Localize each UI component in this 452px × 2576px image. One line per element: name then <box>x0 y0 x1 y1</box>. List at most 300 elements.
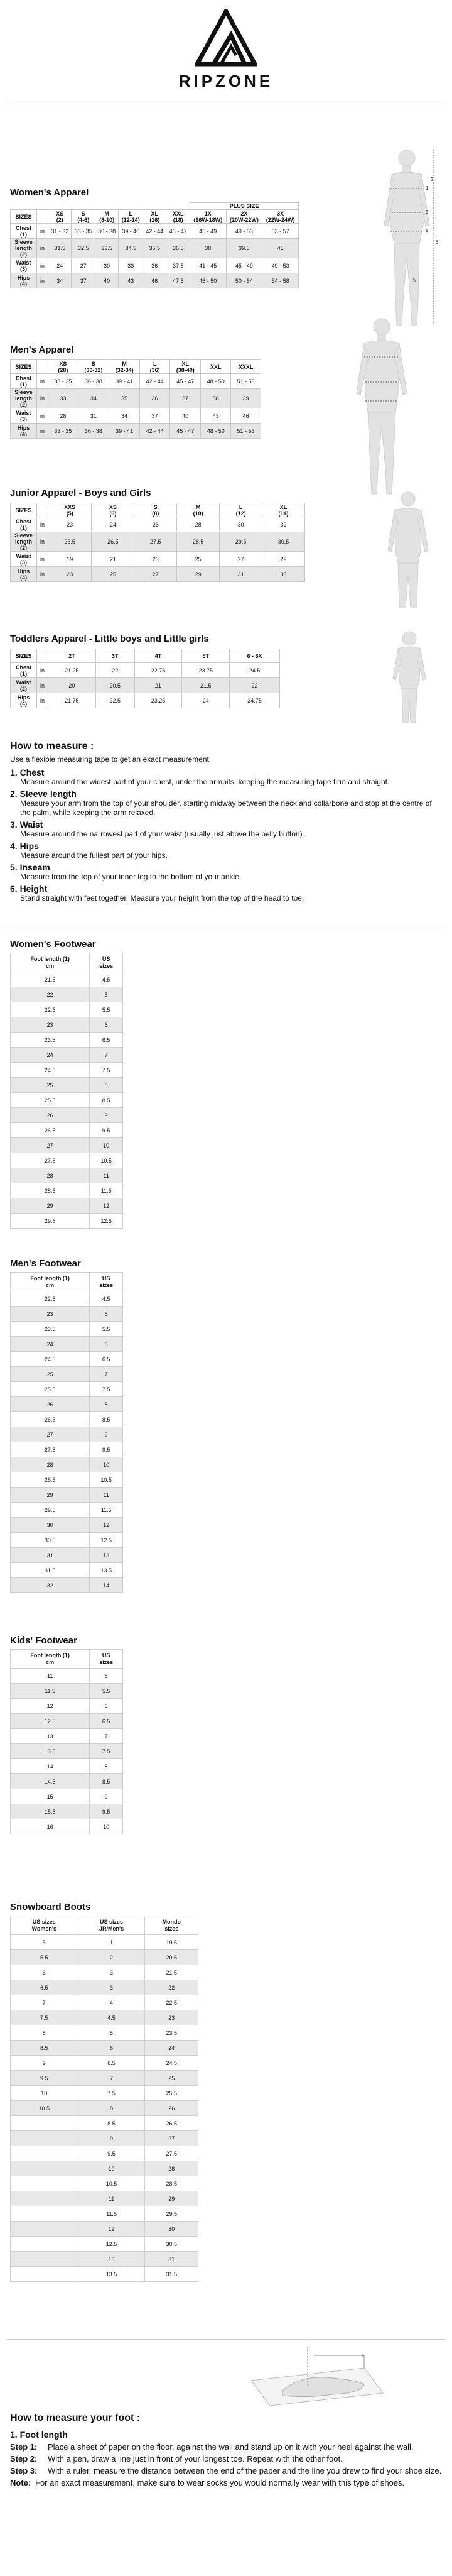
measure-label: Waist (3) <box>11 408 37 424</box>
shoe-value-cell: 7.5 <box>90 1744 123 1759</box>
size-value-cell: 34.5 <box>119 239 143 258</box>
shoe-value-cell: 9 <box>90 1108 123 1123</box>
shoe-row <box>11 2161 198 2176</box>
shoe-value-cell: 31 <box>11 1548 90 1563</box>
measure-label: Waist (3) <box>11 552 37 567</box>
size-header-cell: M (10) <box>177 503 220 517</box>
toddler-figure-icon <box>389 628 433 729</box>
shoe-value-cell: 29 <box>145 2191 198 2206</box>
unit-cell: in <box>37 239 48 258</box>
measure-label: Chest (1) <box>11 663 37 678</box>
snowboard-boots-table <box>10 1916 198 2282</box>
womens-footwear-title: Women's Footwear <box>10 939 96 950</box>
shoe-value-cell: 26.5 <box>145 2116 198 2131</box>
shoe-value-cell: 23.5 <box>11 1322 90 1337</box>
shoe-value-cell: 10 <box>90 1138 123 1153</box>
size-header-cell: XS (28) <box>48 360 78 374</box>
shoe-value-cell: 9 <box>11 2056 78 2071</box>
shoe-row <box>11 1935 198 1950</box>
mens-footwear-title: Men's Footwear <box>10 1258 81 1269</box>
mens-size-table <box>10 359 261 439</box>
shoe-value-cell: 28 <box>11 1168 90 1183</box>
shoe-value-cell: 22 <box>11 987 90 1002</box>
womens-footwear-table <box>10 953 123 1229</box>
size-value-cell: 46 <box>231 408 261 424</box>
shoe-row <box>11 1352 123 1367</box>
shoe-row <box>11 2086 198 2101</box>
size-value-cell: 37 <box>72 273 95 288</box>
size-value-cell: 24.5 <box>230 663 280 678</box>
shoe-value-cell: 10 <box>90 1819 123 1834</box>
shoe-header-cell: US sizes <box>90 1273 123 1291</box>
size-header-cell: XXL (18) <box>166 210 190 224</box>
shoe-value-cell: 25.5 <box>11 1382 90 1397</box>
shoe-header-cell: Foot length (1) cm <box>11 1650 90 1669</box>
shoe-value-cell: 27.5 <box>145 2146 198 2161</box>
shoe-value-cell <box>11 2161 78 2176</box>
shoe-value-cell: 8 <box>90 1397 123 1412</box>
shoe-row <box>11 1789 123 1804</box>
shoe-header-cell: US sizes <box>90 1650 123 1669</box>
shoe-row <box>11 1017 123 1033</box>
shoe-row <box>11 2252 198 2267</box>
shoe-value-cell: 19.5 <box>145 1935 198 1950</box>
size-value-cell: 40 <box>95 273 118 288</box>
size-value-cell: 53 - 57 <box>262 224 299 239</box>
size-value-cell: 29 <box>177 567 220 582</box>
shoe-value-cell: 6.5 <box>78 2056 145 2071</box>
shoe-value-cell: 12 <box>11 1699 90 1714</box>
shoe-value-cell: 9 <box>90 1427 123 1442</box>
shoe-value-cell: 11.5 <box>78 2206 145 2222</box>
shoe-row <box>11 1183 123 1198</box>
shoe-value-cell: 20.5 <box>145 1950 198 1965</box>
shoe-row <box>11 1729 123 1744</box>
shoe-row <box>11 2237 198 2252</box>
shoe-row <box>11 1950 198 1965</box>
shoe-row <box>11 2146 198 2161</box>
size-value-cell: 49 - 53 <box>226 224 262 239</box>
shoe-header-cell: US sizes Women's <box>11 1916 78 1935</box>
shoe-value-cell: 31.5 <box>145 2267 198 2282</box>
shoe-value-cell: 11 <box>90 1488 123 1503</box>
foot-length-heading: 1. Foot length <box>10 2430 68 2440</box>
measure-label: Chest (1) <box>11 517 37 532</box>
measure-instruction <box>10 789 443 818</box>
toddler-size-table <box>10 649 280 708</box>
shoe-value-cell <box>11 2267 78 2282</box>
foot-step <box>10 2466 443 2476</box>
shoe-row <box>11 1307 123 1322</box>
measure-instruction-title: 3. Waist <box>10 819 43 830</box>
snowboard-boots-title: Snowboard Boots <box>10 1902 91 1912</box>
size-value-cell: 23 <box>134 552 177 567</box>
size-value-cell: 45 - 49 <box>190 224 226 239</box>
size-value-cell: 38 <box>190 239 226 258</box>
size-value-cell: 30 <box>220 517 262 532</box>
measure-instruction-title: 6. Height <box>10 884 48 894</box>
shoe-header-cell: Mondo sizes <box>145 1916 198 1935</box>
how-to-measure-list <box>10 768 443 903</box>
shoe-value-cell <box>11 2116 78 2131</box>
size-value-cell: 33.5 <box>95 239 118 258</box>
size-value-cell: 33 <box>262 567 305 582</box>
shoe-value-cell: 10 <box>11 2086 78 2101</box>
unit-cell: in <box>37 693 48 708</box>
kids-footwear-title: Kids' Footwear <box>10 1635 77 1646</box>
shoe-value-cell: 8.5 <box>90 1093 123 1108</box>
shoe-row <box>11 1033 123 1048</box>
shoe-row <box>11 1291 123 1307</box>
brand-header <box>0 9 452 91</box>
shoe-row <box>11 1669 123 1684</box>
shoe-value-cell: 8 <box>78 2101 145 2116</box>
shoe-value-cell: 30.5 <box>11 1533 90 1548</box>
shoe-value-cell: 22.5 <box>145 1995 198 2010</box>
shoe-value-cell: 22.5 <box>11 1291 90 1307</box>
shoe-value-cell: 28.5 <box>11 1183 90 1198</box>
blank-cell <box>11 203 190 210</box>
size-value-cell: 33 - 35 <box>48 374 78 389</box>
size-value-cell: 42 - 44 <box>140 374 170 389</box>
shoe-row <box>11 2267 198 2282</box>
size-row <box>11 532 305 552</box>
size-value-cell: 24.75 <box>230 693 280 708</box>
size-header-cell: 2T <box>48 649 96 663</box>
size-value-cell: 23.25 <box>134 693 182 708</box>
brand-name: RIPZONE <box>178 72 274 90</box>
size-header-cell <box>37 649 48 663</box>
shoe-value-cell: 11.5 <box>11 1684 90 1699</box>
size-value-cell: 33 <box>119 258 143 273</box>
measure-label: Waist (3) <box>11 258 37 273</box>
size-value-cell: 43 <box>119 273 143 288</box>
size-value-cell: 34 <box>109 408 140 424</box>
size-value-cell: 36.5 <box>166 239 190 258</box>
shoe-header-row <box>11 953 123 972</box>
size-row <box>11 678 280 693</box>
shoe-value-cell: 6.5 <box>11 1980 78 1995</box>
size-value-cell: 49 - 53 <box>262 258 299 273</box>
shoe-value-cell: 23.5 <box>11 1033 90 1048</box>
size-value-cell: 36 <box>143 258 166 273</box>
shoe-row <box>11 1819 123 1834</box>
shoe-value-cell: 7.5 <box>78 2086 145 2101</box>
shoe-value-cell: 3 <box>78 1980 145 1995</box>
size-value-cell: 26 <box>134 517 177 532</box>
size-header-row <box>11 210 299 224</box>
shoe-value-cell: 9.5 <box>78 2146 145 2161</box>
shoe-value-cell: 30 <box>145 2222 198 2237</box>
size-value-cell: 25 <box>92 567 134 582</box>
shoe-value-cell <box>11 2237 78 2252</box>
shoe-value-cell: 29 <box>11 1198 90 1214</box>
size-header-cell: 2X (20W-22W) <box>226 210 262 224</box>
size-row <box>11 239 299 258</box>
shoe-row <box>11 2116 198 2131</box>
kids-footwear-table <box>10 1649 123 1834</box>
shoe-value-cell: 8.5 <box>90 1774 123 1789</box>
womens-size-table <box>10 202 299 288</box>
measure-instruction <box>10 884 443 903</box>
size-value-cell: 30 <box>95 258 118 273</box>
shoe-value-cell: 25.5 <box>145 2086 198 2101</box>
size-value-cell: 23 <box>48 567 92 582</box>
size-header-cell: XXXL <box>231 360 261 374</box>
size-row <box>11 408 261 424</box>
size-header-cell: XL (16) <box>143 210 166 224</box>
shoe-value-cell: 5.5 <box>90 1322 123 1337</box>
size-header-row <box>11 360 261 374</box>
measure-instruction <box>10 768 443 787</box>
shoe-header-row <box>11 1650 123 1669</box>
shoe-value-cell: 8.5 <box>78 2116 145 2131</box>
measure-label: Chest (1) <box>11 374 37 389</box>
size-value-cell: 21.5 <box>182 678 230 693</box>
size-row <box>11 258 299 273</box>
shoe-value-cell: 6 <box>90 1699 123 1714</box>
shoe-value-cell: 11 <box>78 2191 145 2206</box>
size-value-cell: 24 <box>182 693 230 708</box>
shoe-row <box>11 2206 198 2222</box>
size-value-cell: 36 <box>140 389 170 408</box>
how-to-measure-title: How to measure : <box>10 741 94 752</box>
size-header-cell: L (12) <box>220 503 262 517</box>
shoe-value-cell <box>11 2131 78 2146</box>
size-header-cell: XXS (5) <box>48 503 92 517</box>
size-value-cell: 22 <box>95 663 134 678</box>
shoe-value-cell: 14.5 <box>11 1774 90 1789</box>
shoe-value-cell: 5 <box>11 1935 78 1950</box>
size-header-cell: M (8-10) <box>95 210 118 224</box>
measure-instruction-text: Measure around the narrowest part of your waist (usually just above the belly button). <box>20 830 304 838</box>
shoe-value-cell: 4.5 <box>90 1291 123 1307</box>
size-row <box>11 663 280 678</box>
measure-instruction <box>10 820 443 839</box>
size-value-cell: 27 <box>72 258 95 273</box>
shoe-value-cell: 25.5 <box>11 1093 90 1108</box>
measure-instruction <box>10 863 443 882</box>
shoe-row <box>11 1168 123 1183</box>
shoe-value-cell: 24.5 <box>11 1352 90 1367</box>
shoe-value-cell: 32 <box>11 1578 90 1593</box>
marker-5: 5 <box>413 277 416 283</box>
measure-instruction-text: Measure your arm from the top of your shoulder, starting midway between the neck and collarbone and stop at the centre of the palm, while keeping the arm relaxed. <box>20 799 432 817</box>
size-value-cell: 26.5 <box>92 532 134 552</box>
size-value-cell: 22.5 <box>95 693 134 708</box>
size-value-cell: 46 - 50 <box>190 273 226 288</box>
size-row <box>11 567 305 582</box>
shoe-row <box>11 1548 123 1563</box>
size-value-cell: 21 <box>92 552 134 567</box>
measure-instruction-title: 2. Sleeve length <box>10 789 77 799</box>
shoe-value-cell: 23 <box>145 2010 198 2025</box>
shoe-value-cell: 24 <box>11 1048 90 1063</box>
size-value-cell: 51 - 53 <box>231 424 261 439</box>
shoe-row <box>11 1337 123 1352</box>
shoe-row <box>11 987 123 1002</box>
shoe-header-cell: Foot length (1) cm <box>11 1273 90 1291</box>
shoe-value-cell: 22.5 <box>11 1002 90 1017</box>
shoe-value-cell: 5.5 <box>90 1684 123 1699</box>
shoe-value-cell: 10.5 <box>11 2101 78 2116</box>
marker-2: 2 <box>431 177 434 182</box>
size-value-cell: 32 <box>262 517 305 532</box>
shoe-value-cell: 15.5 <box>11 1804 90 1819</box>
size-value-cell: 29 <box>262 552 305 567</box>
shoe-row <box>11 1382 123 1397</box>
shoe-value-cell: 5 <box>90 987 123 1002</box>
shoe-value-cell: 6.5 <box>90 1033 123 1048</box>
measure-instruction-text: Measure around the fullest part of your hips. <box>20 851 168 860</box>
shoe-row <box>11 1699 123 1714</box>
size-value-cell: 28 <box>48 408 78 424</box>
shoe-value-cell: 5.5 <box>90 1002 123 1017</box>
size-header-cell: SIZES <box>11 503 37 517</box>
size-row <box>11 273 299 288</box>
shoe-row <box>11 1063 123 1078</box>
how-to-measure-intro: Use a flexible measuring tape to get an exact measurement. <box>10 755 212 764</box>
size-header-cell: 6 - 6X <box>230 649 280 663</box>
size-value-cell: 45 - 47 <box>170 374 201 389</box>
woman-figure-icon <box>377 143 446 332</box>
shoe-value-cell: 12 <box>78 2222 145 2237</box>
shoe-value-cell: 26 <box>145 2101 198 2116</box>
shoe-value-cell: 15 <box>11 1789 90 1804</box>
shoe-value-cell: 13 <box>11 1729 90 1744</box>
shoe-value-cell: 7.5 <box>90 1063 123 1078</box>
shoe-value-cell: 8 <box>90 1078 123 1093</box>
note-text: For an exact measurement, make sure to wear socks you would normally wear with this type of shoes. <box>35 2478 405 2487</box>
shoe-row <box>11 1980 198 1995</box>
measure-label: Sleeve length (2) <box>11 389 37 408</box>
womens-apparel-title: Women's Apparel <box>10 187 89 198</box>
size-value-cell: 31 - 32 <box>48 224 72 239</box>
measure-label: Hips (4) <box>11 273 37 288</box>
size-value-cell: 34 <box>48 273 72 288</box>
size-row <box>11 517 305 532</box>
size-value-cell: 36 - 38 <box>78 374 109 389</box>
size-value-cell: 46 <box>143 273 166 288</box>
shoe-value-cell: 30 <box>11 1518 90 1533</box>
shoe-value-cell: 10 <box>90 1457 123 1472</box>
size-value-cell: 25 <box>177 552 220 567</box>
foot-measure-illustration-icon <box>239 2343 389 2412</box>
unit-cell: in <box>37 408 48 424</box>
shoe-value-cell: 31 <box>145 2252 198 2267</box>
shoe-row <box>11 1397 123 1412</box>
size-value-cell: 24 <box>48 258 72 273</box>
shoe-value-cell: 6 <box>78 2041 145 2056</box>
shoe-value-cell: 31.5 <box>11 1563 90 1578</box>
shoe-value-cell <box>11 2206 78 2222</box>
shoe-value-cell: 21.5 <box>145 1965 198 1980</box>
shoe-value-cell: 24 <box>11 1337 90 1352</box>
shoe-value-cell: 11 <box>90 1168 123 1183</box>
shoe-value-cell: 12.5 <box>11 1714 90 1729</box>
shoe-value-cell: 5 <box>90 1307 123 1322</box>
shoe-value-cell: 4.5 <box>78 2010 145 2025</box>
measure-label: Sleeve length (2) <box>11 239 37 258</box>
shoe-row <box>11 1214 123 1229</box>
shoe-value-cell: 8.5 <box>11 2041 78 2056</box>
measure-instruction-title: 4. Hips <box>10 841 39 851</box>
unit-cell: in <box>37 552 48 567</box>
size-row <box>11 374 261 389</box>
shoe-value-cell: 6 <box>90 1337 123 1352</box>
shoe-value-cell: 25 <box>145 2071 198 2086</box>
shoe-value-cell: 10.5 <box>90 1153 123 1168</box>
size-value-cell: 45 - 47 <box>170 424 201 439</box>
unit-cell: in <box>37 663 48 678</box>
shoe-value-cell: 26 <box>11 1397 90 1412</box>
size-value-cell: 35 <box>109 389 140 408</box>
shoe-value-cell: 6 <box>11 1965 78 1980</box>
unit-cell: in <box>37 389 48 408</box>
unit-cell: in <box>37 517 48 532</box>
shoe-row <box>11 2191 198 2206</box>
divider <box>6 2339 446 2340</box>
shoe-value-cell: 12.5 <box>90 1214 123 1229</box>
shoe-value-cell: 14 <box>11 1759 90 1774</box>
size-row <box>11 424 261 439</box>
size-value-cell: 33 <box>48 389 78 408</box>
shoe-value-cell: 6 <box>90 1017 123 1033</box>
size-header-cell: 3T <box>95 649 134 663</box>
shoe-value-cell: 29 <box>11 1488 90 1503</box>
marker-1: 1 <box>426 185 429 191</box>
shoe-value-cell: 7 <box>90 1729 123 1744</box>
junior-size-table <box>10 503 305 582</box>
size-value-cell: 38 <box>201 389 231 408</box>
size-value-cell: 39 - 41 <box>109 374 140 389</box>
shoe-row <box>11 972 123 987</box>
shoe-value-cell: 24.5 <box>145 2056 198 2071</box>
marker-3: 3 <box>426 209 429 215</box>
marker-6: 6 <box>436 239 439 245</box>
size-value-cell: 41 - 45 <box>190 258 226 273</box>
size-value-cell: 31 <box>78 408 109 424</box>
shoe-value-cell: 11.5 <box>90 1183 123 1198</box>
size-header-row <box>11 503 305 517</box>
size-value-cell: 40 <box>170 408 201 424</box>
shoe-value-cell: 10.5 <box>90 1472 123 1488</box>
shoe-value-cell: 4 <box>78 1995 145 2010</box>
shoe-value-cell: 13.5 <box>78 2267 145 2282</box>
foot-measure-note <box>10 2478 443 2488</box>
unit-cell: in <box>37 678 48 693</box>
measure-instruction-title: 5. Inseam <box>10 862 50 872</box>
shoe-row <box>11 1533 123 1548</box>
shoe-value-cell: 22 <box>145 1980 198 1995</box>
shoe-value-cell: 30.5 <box>145 2237 198 2252</box>
size-row <box>11 224 299 239</box>
shoe-value-cell: 7.5 <box>90 1382 123 1397</box>
shoe-value-cell: 5.5 <box>11 1950 78 1965</box>
size-value-cell: 28 <box>177 517 220 532</box>
size-value-cell: 34 <box>78 389 109 408</box>
size-value-cell: 32.5 <box>72 239 95 258</box>
shoe-value-cell: 23.5 <box>145 2025 198 2041</box>
shoe-row <box>11 1804 123 1819</box>
measure-instruction <box>10 841 443 860</box>
shoe-value-cell <box>11 2176 78 2191</box>
size-header-cell: XS (6) <box>92 503 134 517</box>
shoe-value-cell: 27.5 <box>11 1153 90 1168</box>
size-value-cell: 39.5 <box>226 239 262 258</box>
shoe-value-cell <box>11 2146 78 2161</box>
shoe-row <box>11 2131 198 2146</box>
